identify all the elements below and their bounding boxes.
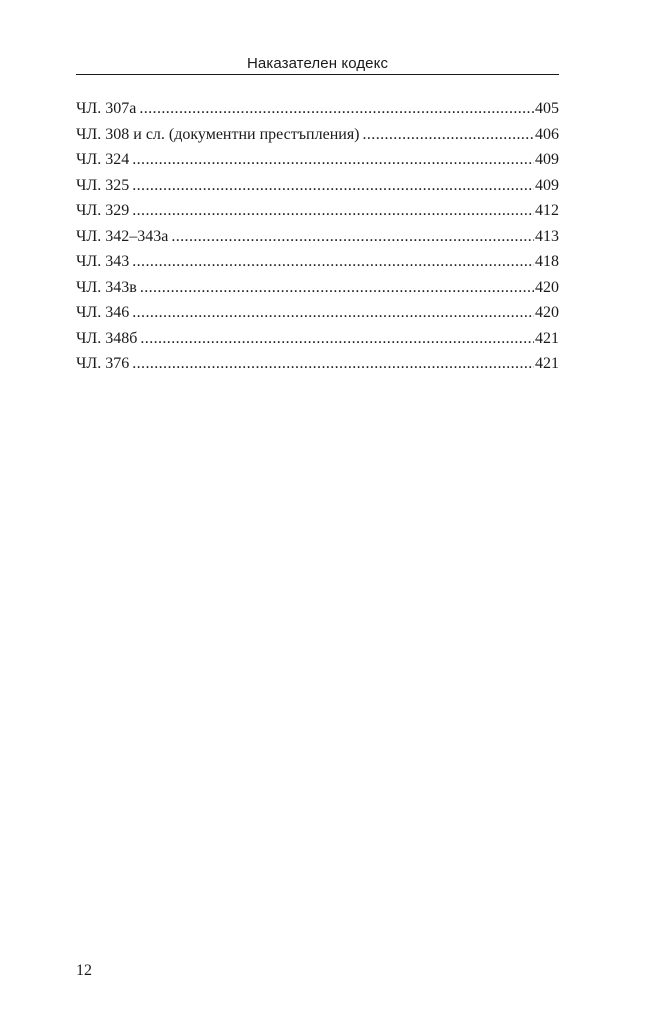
toc-entry xyxy=(76,252,559,278)
toc-entry-page: 412 xyxy=(535,202,559,219)
toc-entry xyxy=(76,176,559,202)
toc-entry-label: ЧЛ. 343в xyxy=(76,278,137,296)
toc-dot-leader xyxy=(140,329,534,349)
toc-entry xyxy=(76,329,559,355)
toc-entry xyxy=(76,354,559,380)
toc-entry-label: ЧЛ. 324 xyxy=(76,151,130,168)
toc-entry-label: ЧЛ. 376 xyxy=(76,355,130,372)
toc-dot-leader xyxy=(132,201,534,221)
toc-entry-page: 406 xyxy=(535,125,559,143)
toc-dot-leader xyxy=(140,278,534,298)
running-header-title: Наказателен кодекс xyxy=(246,55,389,72)
toc-entry xyxy=(76,125,559,151)
table-of-contents xyxy=(76,99,559,380)
toc-entry-label: ЧЛ. 342–343а xyxy=(76,227,169,245)
page-number: 12 xyxy=(76,962,92,979)
toc-entry-label: ЧЛ. 325 xyxy=(76,176,130,194)
toc-entry xyxy=(76,303,559,329)
toc-dot-leader xyxy=(132,303,534,323)
toc-entry-page: 413 xyxy=(535,227,559,245)
toc-dot-leader xyxy=(139,99,534,119)
toc-dot-leader xyxy=(363,125,535,145)
toc-entry-label: ЧЛ. 346 xyxy=(76,304,130,321)
toc-dot-leader xyxy=(132,176,534,196)
toc-entry-page: 418 xyxy=(535,253,559,270)
toc-entry xyxy=(76,278,559,304)
toc-entry-page: 421 xyxy=(535,329,559,347)
toc-entry-page: 421 xyxy=(535,355,559,372)
header-rule xyxy=(76,74,559,75)
toc-entry xyxy=(76,150,559,176)
toc-entry-page: 420 xyxy=(535,278,559,296)
toc-dot-leader xyxy=(132,252,534,272)
toc-entry-label: ЧЛ. 329 xyxy=(76,202,130,219)
toc-entry-label: ЧЛ. 308 и сл. (документни престъпления) xyxy=(76,125,360,143)
toc-entry-page: 409 xyxy=(535,151,559,168)
toc-entry xyxy=(76,227,559,253)
toc-entry-label: ЧЛ. 343 xyxy=(76,253,130,270)
toc-dot-leader xyxy=(132,354,534,374)
toc-entry xyxy=(76,99,559,125)
toc-entry-page: 409 xyxy=(535,176,559,194)
toc-entry-label: ЧЛ. 307а xyxy=(76,100,137,117)
toc-entry-label: ЧЛ. 348б xyxy=(76,329,138,347)
toc-dot-leader xyxy=(132,150,534,170)
toc-entry-page: 405 xyxy=(535,100,559,117)
toc-entry-page: 420 xyxy=(535,304,559,321)
toc-entry xyxy=(76,201,559,227)
toc-dot-leader xyxy=(171,227,534,247)
